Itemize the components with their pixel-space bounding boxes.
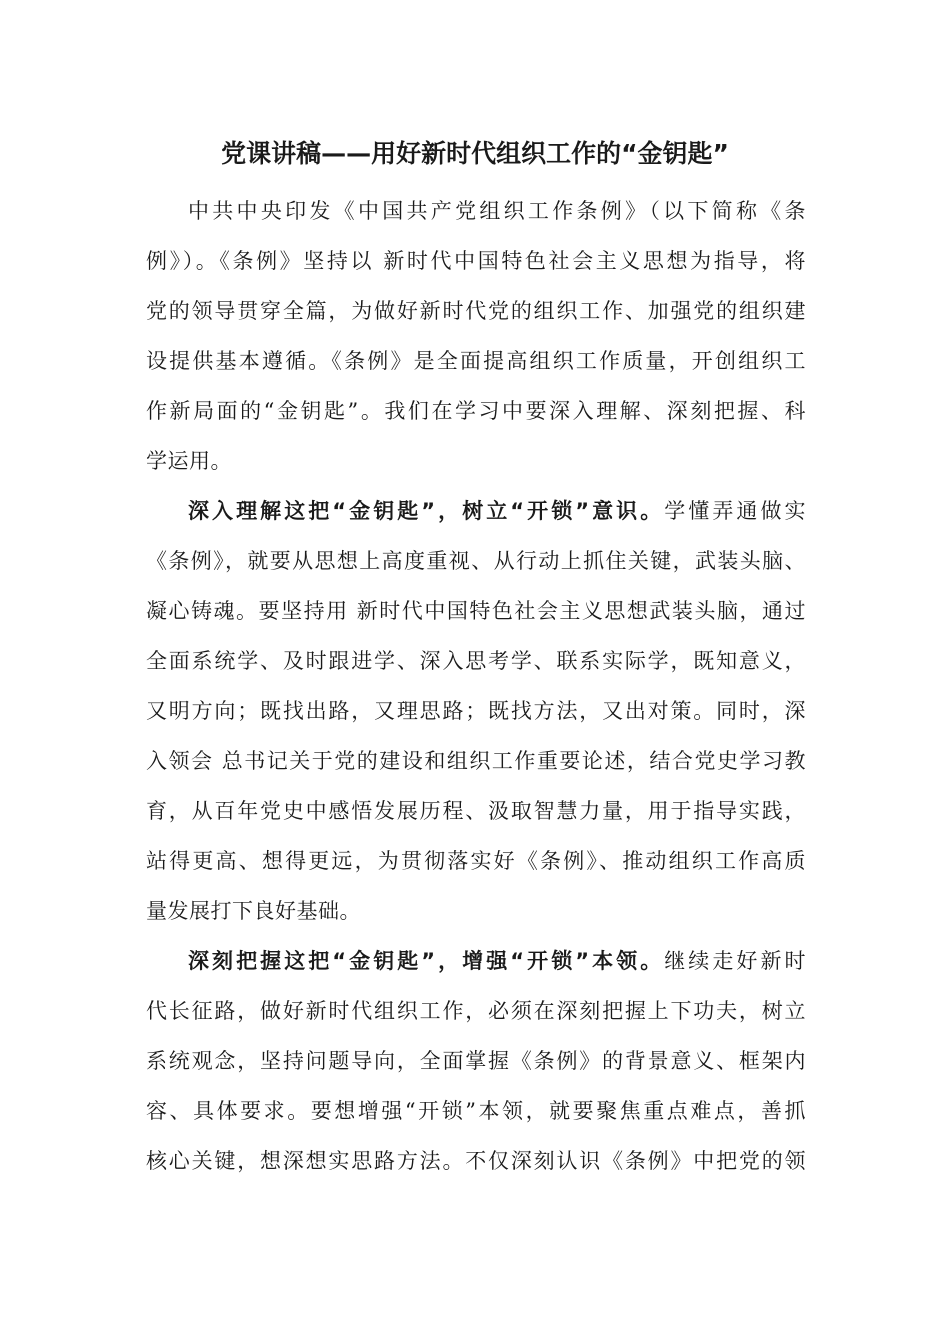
paragraph-lead-heading: 深入理解这把“金钥匙”，树立“开锁”意识。 xyxy=(188,499,665,523)
paragraph-line: 作新局面的“金钥匙”。我们在学习中要深入理解、深刻把握、科 xyxy=(146,399,806,423)
paragraph-line: 核心关键，想深想实思路方法。不仅深刻认识《条例》中把党的领 xyxy=(146,1149,806,1173)
paragraph-line: 《条例》，就要从思想上高度重视、从行动上抓住关键，武装头脑、 xyxy=(146,549,806,573)
paragraph-line: 凝心铸魂。要坚持用 新时代中国特色社会主义思想武装头脑，通过 xyxy=(146,599,806,623)
paragraph-3 xyxy=(146,936,806,1186)
paragraph-line: 党的领导贯穿全篇，为做好新时代党的组织工作、加强党的组织建 xyxy=(146,299,806,323)
paragraph-line: 又明方向；既找出路，又理思路；既找方法，又出对策。同时，深 xyxy=(146,699,806,723)
document-body xyxy=(146,186,806,1186)
paragraph-line: 学运用。 xyxy=(146,449,232,473)
document-title: 党课讲稿——用好新时代组织工作的“金钥匙” xyxy=(221,139,729,168)
paragraph-line: 代长征路，做好新时代组织工作，必须在深刻把握上下功夫，树立 xyxy=(146,999,806,1023)
paragraph-line: 入领会 总书记关于党的建设和组织工作重要论述，结合党史学习教 xyxy=(146,749,806,773)
paragraph-line: 容、具体要求。要想增强“开锁”本领，就要聚焦重点难点，善抓 xyxy=(146,1099,806,1123)
paragraph-line-rest: 学懂弄通做实 xyxy=(664,499,806,523)
paragraph-line: 量发展打下良好基础。 xyxy=(146,899,361,923)
paragraph-line: 系统观念，坚持问题导向，全面掌握《条例》的背景意义、框架内 xyxy=(146,1049,806,1073)
paragraph-line: 设提供基本遵循。《条例》是全面提高组织工作质量，开创组织工 xyxy=(146,349,806,373)
paragraph-2 xyxy=(146,486,806,936)
paragraph-first-line xyxy=(146,486,806,536)
paragraph-line-rest: 继续走好新时 xyxy=(664,949,806,973)
paragraph-line: 站得更高、想得更远，为贯彻落实好《条例》、推动组织工作高质 xyxy=(146,849,806,873)
paragraph-lead-heading: 深刻把握这把“金钥匙”，增强“开锁”本领。 xyxy=(188,949,665,973)
paragraph-line: 例》）。《条例》坚持以 新时代中国特色社会主义思想为指导，将 xyxy=(146,249,806,273)
paragraph-line: 中共中央印发《中国共产党组织工作条例》（以下简称《条 xyxy=(188,199,806,223)
paragraph-line: 育，从百年党史中感悟发展历程、汲取智慧力量，用于指导实践， xyxy=(146,799,806,823)
paragraph-1 xyxy=(146,186,806,486)
paragraph-line: 全面系统学、及时跟进学、深入思考学、联系实际学，既知意义， xyxy=(146,649,806,673)
paragraph-first-line xyxy=(146,936,806,986)
